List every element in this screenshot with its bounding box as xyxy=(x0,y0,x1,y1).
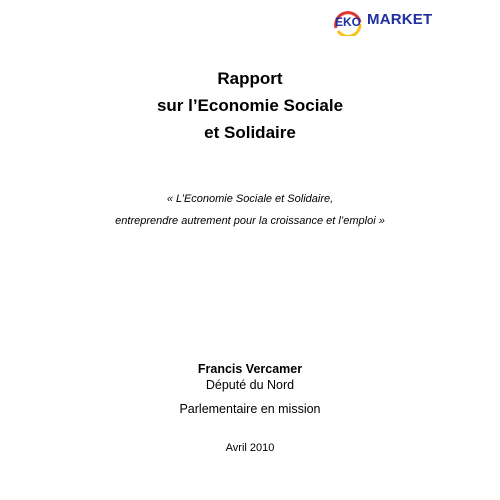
report-title xyxy=(0,65,500,146)
report-date: Avril 2010 xyxy=(225,442,275,454)
author-role: Député du Nord xyxy=(205,378,295,392)
subtitle-line-2: entreprendre autrement pour la croissance et l’emploi » xyxy=(115,215,385,227)
title-line-1: Rapport xyxy=(217,69,283,88)
title-line-2: sur l’Economie Sociale xyxy=(156,96,344,115)
author-mission: Parlementaire en mission xyxy=(179,402,321,416)
author-name: Francis Vercamer xyxy=(197,362,303,376)
author-block xyxy=(0,361,500,417)
subtitle-line-1: « L’Economie Sociale et Solidaire, xyxy=(166,193,334,205)
title-line-3: et Solidaire xyxy=(204,123,296,142)
report-subtitle xyxy=(0,188,500,232)
svg-text:EKO: EKO xyxy=(335,15,362,29)
logo-market-text: MARKET xyxy=(367,11,433,28)
